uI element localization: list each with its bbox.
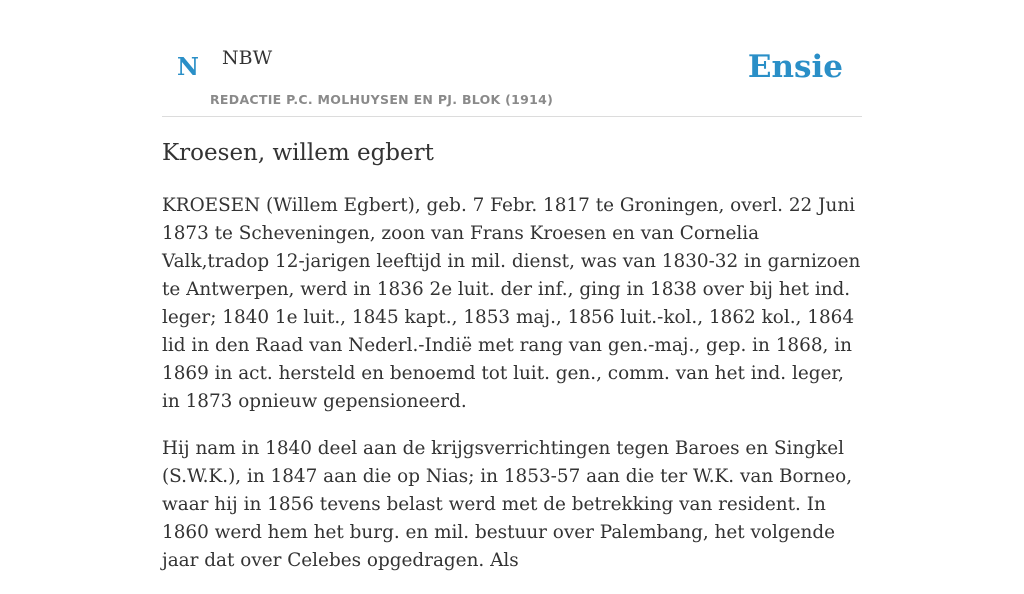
article-body xyxy=(162,192,862,594)
ensie-logo-link[interactable]: Ensie xyxy=(747,49,843,85)
article-paragraph: Hij nam in 1840 deel aan de krijgsverrichtingen tegen Baroes en Singkel (S.W.K.), in 1847 aan die op Nias; in 1853-57 aan die ter W.K. van Borneo, waar hij in 1856 tevens belast werd met de betrekking van resident. In 1860 werd hem het burg. en mil. bestuur over Palembang, het volgende jaar dat over Celebes opgedragen. Als xyxy=(162,438,853,571)
source-name[interactable]: NBW xyxy=(222,47,273,69)
page-title: Kroesen, willem egbert xyxy=(162,140,434,166)
article-paragraph: KROESEN (Willem Egbert), geb. 7 Febr. 1817 te Groningen, overl. 22 Juni 1873 te Scheveningen, zoon van Frans Kroesen en van Cornelia Valk,tradop 12-jarigen leeftijd in mil. dienst, was van 1830-32 in garnizoen te Antwerpen, werd in 1836 2e luit. der inf., ging in 1838 over bij het ind. leger; 1840 1e luit., 1845 kapt., 1853 maj., 1856 luit.-kol., 1862 kol., 1864 lid in den Raad van Nederl.-Indië met rang van gen.-maj., gep. in 1868, in 1869 in act. hersteld en benoemd tot luit. gen., comm. van het ind. leger, in 1873 opnieuw gepensioneerd. xyxy=(162,195,861,412)
source-logo[interactable]: N xyxy=(177,52,199,81)
site-header xyxy=(162,0,862,117)
source-subtitle: REDACTIE P.C. MOLHUYSEN EN PJ. BLOK (1914) xyxy=(210,92,554,107)
